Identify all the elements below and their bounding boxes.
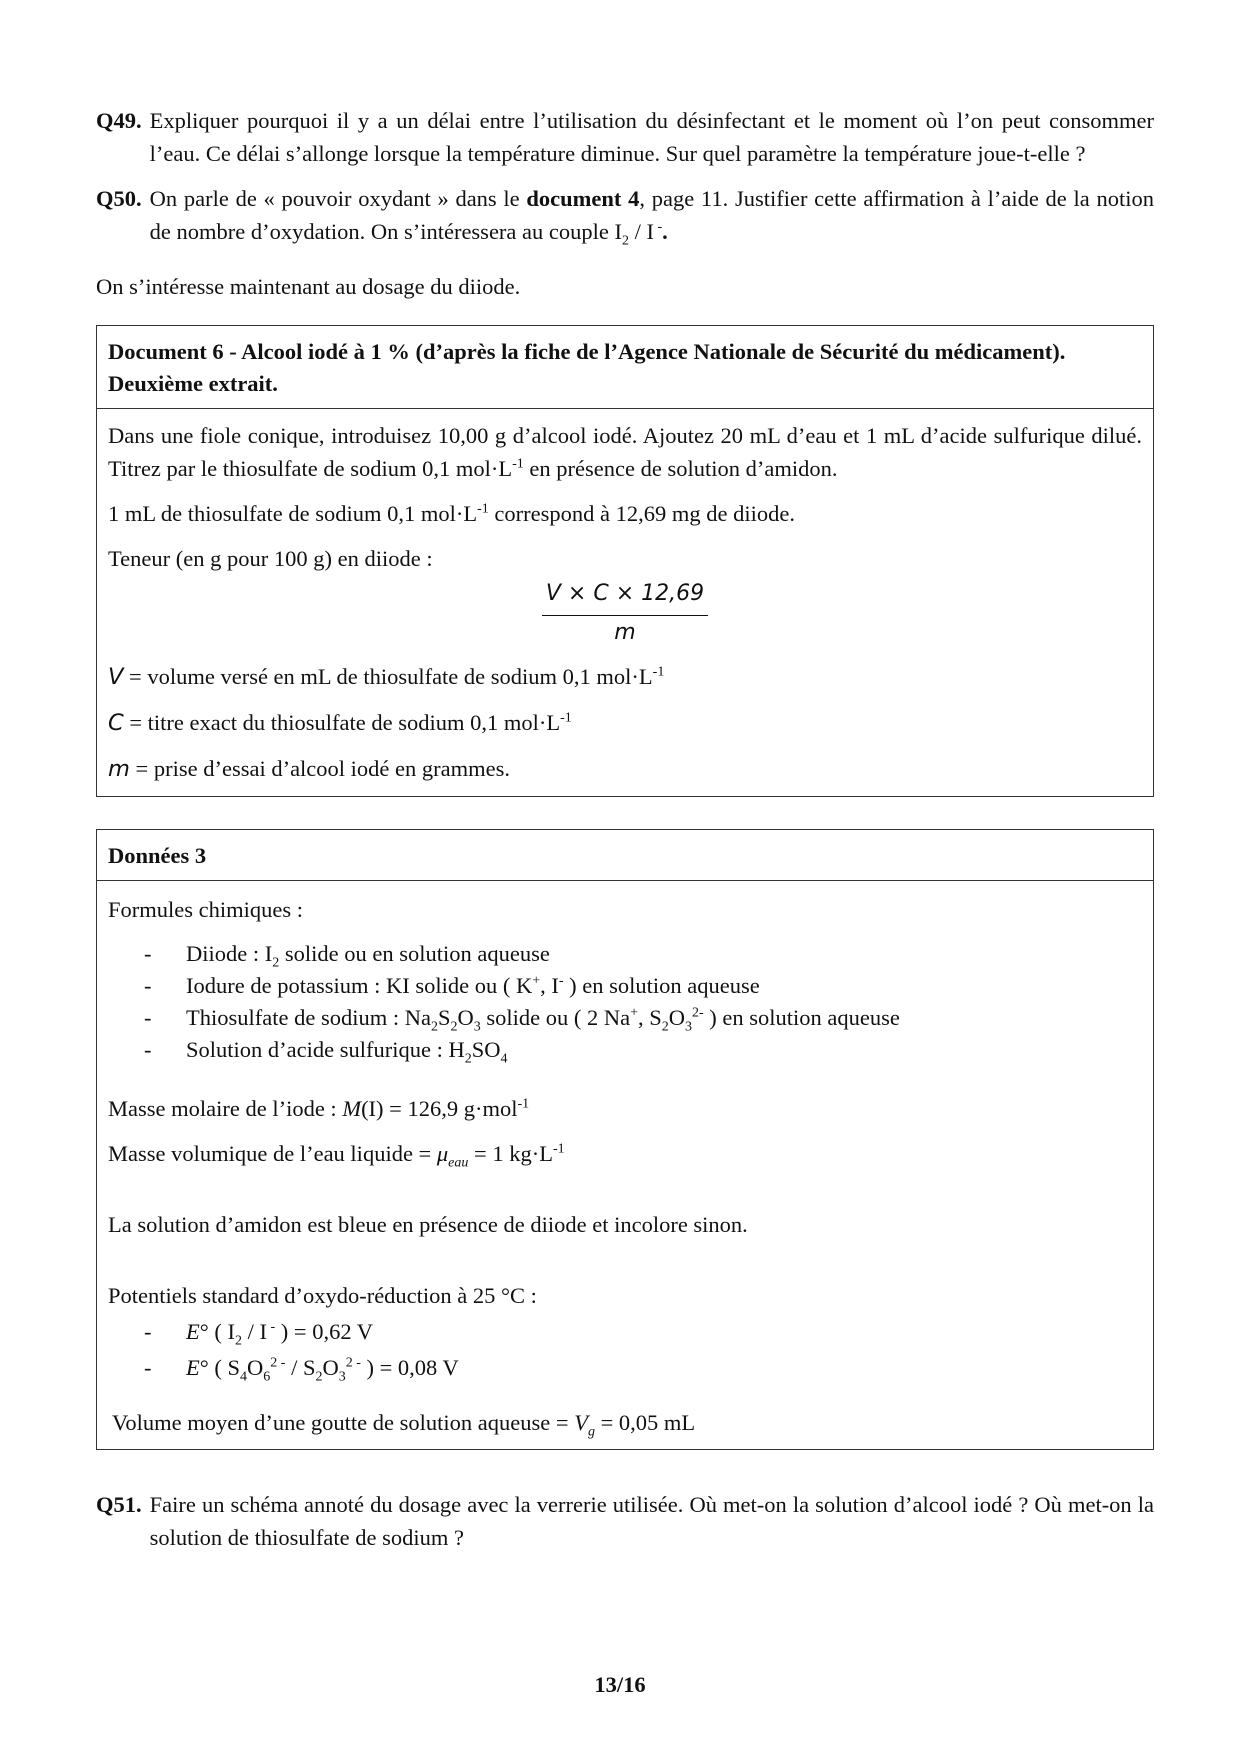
text-run: / I [241,1319,267,1344]
formulas-label: Formules chimiques : [108,897,303,922]
subscript: 3 [338,1369,346,1385]
text-run: (I) = 126,9 g·mol [361,1096,518,1121]
math-variable: m [108,756,130,782]
subscript: 3 [685,1019,692,1035]
question-number: Q51. [96,1492,142,1517]
text-run: ) = 0,62 V [275,1319,374,1344]
text-run: / I [629,219,654,244]
document-6-body [97,409,1153,796]
text-run: , S [637,1005,662,1030]
math-variable: μ [436,1141,449,1166]
math-variable: M [342,1096,362,1121]
text-run: Diiode : I [186,941,273,966]
superscript: - [558,973,564,989]
text-run: S [437,1005,451,1030]
subscript: 2 [450,1019,458,1035]
subscript: 4 [500,1051,508,1067]
math-variable: V [574,1410,588,1435]
donnees-3-box [96,829,1154,1450]
text-run: ) = 0,08 V [360,1355,459,1380]
list-item [144,1352,1142,1384]
page-content [96,104,1154,1566]
text-run: ) en solution aqueuse [703,1005,900,1030]
subscript: 2 [234,1333,242,1349]
text-run: On parle de « pouvoir oxydant » dans le [149,186,527,211]
text-run: = 0,05 mL [594,1410,696,1435]
text-run: ) en solution aqueuse [563,973,760,998]
amidon-line: La solution d’amidon est bleue en présence de diiode et incolore sinon. [108,1212,748,1237]
superscript: + [532,973,541,989]
doc6-variable-v [108,660,1142,694]
text-run: , page 11. Justifier cette affirmation à l’aide de la notion de nombre d’oxydation. On s’intéressera au couple I [149,186,1154,244]
question-number: Q49. [96,108,142,133]
superscript: -1 [560,710,572,726]
question-51 [96,1488,1154,1554]
superscript: -1 [477,501,489,517]
list-item [144,970,1142,1002]
subscript: eau [448,1155,469,1171]
formulas-list [108,938,1142,1066]
text-run: O [247,1355,264,1380]
text-run: solide ou en solution aqueuse [279,941,550,966]
subscript: 6 [263,1369,271,1385]
math-variable: E [186,1355,200,1380]
text-run: = titre exact du thiosulfate de sodium 0,1 mol·L [123,710,561,735]
superscript: - [654,219,663,235]
doc6-paragraph-1 [108,419,1142,485]
text-run: O [457,1005,474,1030]
superscript: -1 [652,664,665,680]
text-run: correspond à 12,69 mg de diiode. [488,501,795,526]
doc6-variable-m [108,752,1142,786]
subscript: 2 [622,233,629,249]
math-variable: E [186,1319,200,1344]
text-run: Masse molaire de l’iode : [108,1096,343,1121]
text-run: 1 mL de thiosulfate de sodium 0,1 mol·L [108,501,478,526]
list-item [144,938,1142,970]
text-run: ° ( I [199,1319,235,1344]
potentials-label: Potentiels standard d’oxydo-réduction à 25 °C : [108,1283,537,1308]
math-variable: C [108,710,124,736]
subscript: 4 [240,1369,248,1385]
density-line [108,1137,1142,1170]
text-run: Volume moyen d’une goutte de solution aqueuse = [112,1410,575,1435]
doc6-paragraph-2 [108,497,1142,530]
donnees-3-title: Données 3 [97,830,1153,881]
subscript: 2 [430,1019,438,1035]
subscript: 3 [473,1019,481,1035]
text-run: O [668,1005,685,1030]
text-run: Masse volumique de l’eau liquide = [108,1141,437,1166]
text-run: Iodure de potassium : KI solide ou ( K [186,973,533,998]
content-formula [108,579,1142,650]
superscript: 2 - [345,1355,361,1371]
text-run: = prise d’essai d’alcool iodé en grammes. [129,756,510,781]
question-50 [96,182,1154,248]
drop-volume-line [108,1406,1142,1439]
subscript: 2 [464,1051,472,1067]
potentials-list [108,1316,1142,1384]
superscript: -1 [552,1141,565,1157]
list-item [144,1034,1142,1066]
question-text: Expliquer pourquoi il y a un délai entre l’utilisation du désinfectant et le moment où l’on peut consommer l’eau. Ce délai s’allonge lorsque la température diminue. Sur quel paramètre la température joue-t-elle ? [149,108,1154,166]
doc6-variable-c [108,706,1142,740]
list-item [144,1316,1142,1348]
text-run: ° ( S [199,1355,241,1380]
text-run: , I [540,973,559,998]
document-6-box [96,325,1154,797]
list-item [144,1002,1142,1034]
question-text [150,182,1154,248]
formula-numerator: V × C × 12,69 [542,579,708,616]
question-49 [96,104,1154,170]
math-variable: V [108,664,124,690]
document-6-title: Document 6 - Alcool iodé à 1 % (d’après la fiche de l’Agence Nationale de Sécurité du médicament). Deuxième extrait. [97,326,1153,409]
superscript: + [630,1005,638,1021]
subscript: 2 [272,955,280,971]
text-run: en présence de solution d’amidon. [523,456,838,481]
donnees-3-body [97,881,1153,1449]
page-number: 13/16 [594,1672,646,1697]
superscript: 2 - [270,1355,286,1371]
superscript: -1 [517,1096,530,1112]
text-run: Dans une fiole conique, introduisez 10,00 g d’alcool iodé. Ajoutez 20 mL d’eau et 1 mL d’acide sulfurique dilué. Titrez par le thiosulfate de sodium 0,1 mol·L [108,423,1142,481]
text-run: Thiosulfate de sodium : Na [186,1005,431,1030]
superscript: -1 [512,456,524,472]
text-run: O [322,1355,339,1380]
text-run: SO [471,1037,501,1062]
question-text: Faire un schéma annoté du dosage avec la verrerie utilisée. Où met-on la solution d’alcool iodé ? Où met-on la solution de thiosulfate de sodium ? [149,1492,1154,1550]
text-run: = volume versé en mL de thiosulfate de sodium 0,1 mol·L [123,664,653,689]
text-run: / S [285,1355,316,1380]
document-reference: document 4 [526,186,640,211]
text-run: solide ou ( 2 Na [480,1005,631,1030]
subscript: 2 [661,1019,669,1035]
formula-denominator: m [614,620,636,645]
molar-mass-line [108,1092,1142,1125]
intro-text: On s’intéresse maintenant au dosage du diiode. [96,274,521,299]
subscript: 2 [315,1369,323,1385]
doc6-paragraph-3: Teneur (en g pour 100 g) en diiode : [108,546,433,571]
superscript: 2- [692,1005,704,1021]
text-run: Solution d’acide sulfurique : H [186,1037,465,1062]
question-number: Q50. [96,186,142,211]
superscript: - [266,1319,276,1335]
text-run: . [662,219,668,244]
text-run: = 1 kg·L [468,1141,553,1166]
subscript: g [587,1424,595,1440]
